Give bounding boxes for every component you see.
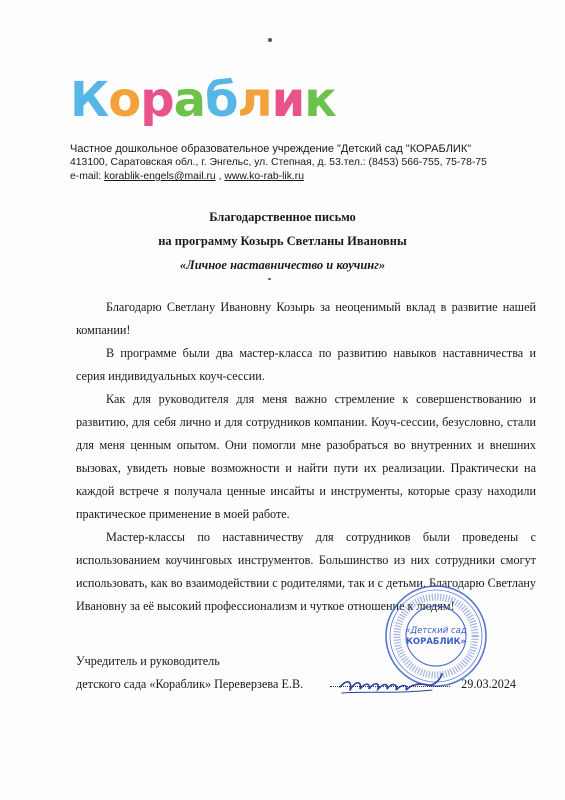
stamp-text-1: «Детский сад <box>405 626 467 636</box>
paragraph: Как для руководителя для меня важно стремление к совершенствованию и развитию, для себя лично и для сотрудников компании. Коуч-сессии, безусловно, стали для меня ценным опытом. Они помогли мне разобраться во внутренних и внешних вызовах, увидеть новые возможности и найти пути их реализации. Практически на каждой встрече я получала ценные инсайты и инструменты, которые сразу находили практическое применение в моей работе. <box>76 392 536 521</box>
title-line-2: на программу Козырь Светланы Ивановны <box>158 234 407 248</box>
logo-letter: о <box>108 72 141 128</box>
stamp-text-2: КОРАБЛИК» <box>405 637 467 647</box>
logo-letter: К <box>70 72 109 128</box>
paragraph: Благодарю Светлану Ивановну Козырь за неоценимый вклад в развитие нашей компании! <box>76 300 536 337</box>
scan-speck <box>268 38 272 42</box>
logo-letter: л <box>237 72 272 128</box>
logo-letter: к <box>304 72 336 128</box>
kindergarten-logo <box>70 72 336 128</box>
handwritten-signature <box>336 660 446 700</box>
signature-block <box>76 650 536 696</box>
letter-body <box>76 296 536 618</box>
letter-title <box>0 205 565 277</box>
logo-letter: а <box>173 72 205 128</box>
signer-row <box>76 673 536 696</box>
website-link[interactable]: www.ko-rab-lik.ru <box>224 171 305 182</box>
paragraph: В программе были два мастер-класса по развитию навыков наставничества и серия индивидуальных коуч-сессии. <box>76 346 536 383</box>
title-line-1: Благодарственное письмо <box>209 210 356 224</box>
logo-letter: б <box>204 72 238 128</box>
title-line-3: «Личное наставничество и коучинг» <box>179 258 386 272</box>
logo-letter: и <box>271 72 305 128</box>
letter-date: 29.03.2024 <box>461 677 516 691</box>
paragraph: Мастер-классы по наставничеству для сотрудников были проведены с использованием коучинговых инструментов. Большинство из них сотрудники смогут использовать, как во взаимодействии с родителями, так и с детьми. Благодарю Светлану Ивановну за её высокий профессионализм и чуткое отношение к людям! <box>76 530 536 613</box>
organization-address: 413100, Саратовская обл., г. Энгельс, ул. Степная, д. 53.тел.: (8453) 566-755, 75-78-75 <box>70 157 487 168</box>
scan-speck <box>268 278 271 280</box>
contacts-separator: , <box>218 171 222 182</box>
signer-name: детского сада «Кораблик» Переверзева Е.В. <box>76 677 304 691</box>
logo-letter: р <box>140 72 174 128</box>
email-label: e-mail: <box>70 171 102 182</box>
organization-header <box>70 142 550 184</box>
organization-name: Частное дошкольное образовательное учреждение "Детский сад "КОРАБЛИК" <box>70 143 472 155</box>
email-link[interactable]: korablik-engels@mail.ru <box>104 171 216 182</box>
organization-contacts <box>70 170 550 184</box>
signer-position: Учредитель и руководитель <box>76 654 220 668</box>
